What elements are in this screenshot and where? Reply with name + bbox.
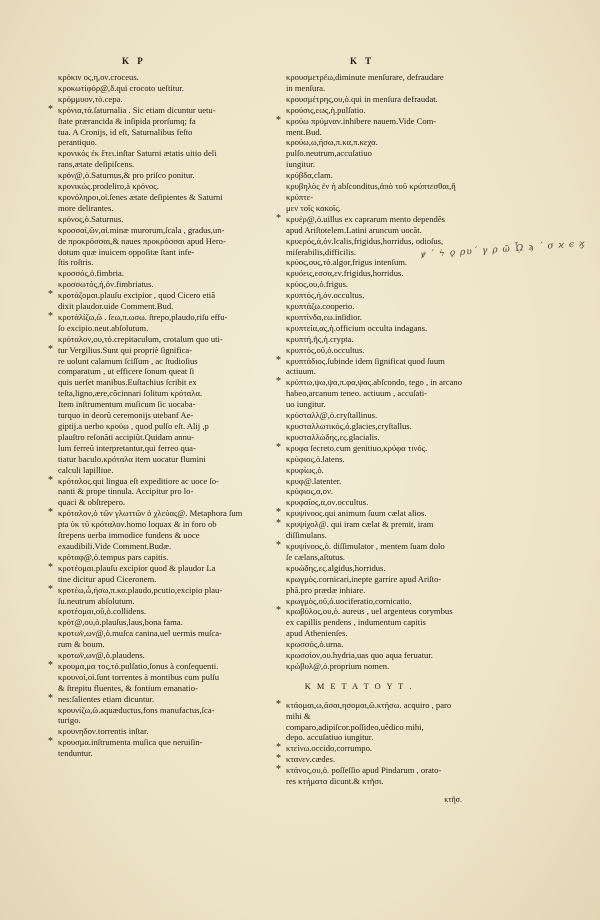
dictionary-entry: κρυφαῖος,α,ον.occultus. (286, 497, 369, 508)
dictionary-entry: κρονικός ἐκ ἔτει.inſtar Saturni ætatis uitio deli rans,ætate deſipiſcens. (58, 148, 217, 170)
dictionary-entry: * κροτάζομαι.plauſu excipior , quod Cicero etiã dixit plaudor.uide Comment.Bud. (28, 290, 246, 312)
dictionary-entry: κρυφίως,ὁ. (286, 464, 324, 475)
dictionary-entry: κρόκιν ος,η,ον.croceus. (58, 72, 139, 82)
dictionary-entry: * κρωβύλος,ου,ὁ. aureus , uel argenteus corymbus ex capillis pendens , indumentum capitis apud Athenienſes. (256, 606, 462, 639)
right-column (256, 72, 462, 806)
dictionary-entry: κρόμμυον,τὸ.cepa. (58, 93, 123, 104)
dictionary-entry: * κρυψίχολ@. qui iram cælat & premit, iram diſſimulans. (256, 519, 462, 541)
dictionary-entry: * κτανεν.cædes. (256, 754, 462, 765)
dictionary-entry: κρύφιος,α,ον. (286, 486, 333, 497)
dictionary-entry: * κρυφα ſecreto.cum genitiuo,κρύφα τινός. (256, 443, 462, 454)
dictionary-entry: κρύβδα,clam. (286, 170, 333, 181)
dictionary-entry: κρονικώς.prodeliro,à κρόνος. (58, 181, 159, 192)
dictionary-entry: * κρόταλος.qui lingua eſt expeditiore ac uoce ſo- nanti & prope tinnula. Accipitur pro lo- quaci & obſtrepero. (28, 476, 246, 509)
dictionary-entry: κρύος,ους,τό.algor,frigus intenſum. (286, 257, 408, 268)
dictionary-entry: κρύφιος,ὁ.latens. (286, 453, 345, 464)
dictionary-entry: κρυπτός,οῦ,ὁ.occultus. (286, 344, 365, 355)
dictionary-entry: κρυσταλλωτικός,ὁ.glacies,cryſtallus. (286, 421, 412, 431)
dictionary-entry: * κρούω πρύμναν.inhibere nauem.Vide Com- ment.Bud. (256, 116, 462, 138)
handwritten-marginal-note: ꝟ ΄ ϟ ϙ ρυ΄ γ ρ ῶ ᾯ ϡ ΄ σ ϰ ͼ ϗ (419, 239, 586, 261)
dictionary-entry: κρυπτίνδα,εω.inſidior. (286, 311, 362, 322)
dictionary-entry: κρόνος,ὁ.Saturnus. (58, 213, 124, 224)
dictionary-entry: κρουνηδον.torrentis inſtar. (58, 726, 149, 737)
dictionary-entry: * κρυπτάδιος.ſubinde idem ſignificat quod ſuum actiuum. (256, 356, 462, 378)
dictionary-entry: * κρυψίνοος,ὁ. diſſimulator , mentem ſuam dolo ſe cælans,aſtutus. (256, 541, 462, 563)
dictionary-entry: κρότ@,ου,ὁ.plauſus,laus,bona fama. (58, 617, 183, 628)
dictionary-entry: κροτω̃ν,ων@,ὁ.muſca canina,uel uermis muſca- rum & boum. (58, 628, 222, 650)
dictionary-entry: * κρουσμα.inſtrumenta muſica que neruiſin- tenduntur. (28, 737, 246, 759)
dictionary-entry: * κτάνος,ου,ὁ. poſſeſſio apud Pindarum , orato- res κτήματα dicunt.& κτῆσι. (256, 765, 462, 787)
right-running-header: K T (350, 56, 375, 66)
dictionary-entry: κρούω,ω,ήσω,π.κα,π.κεχα. pulſo.neutrum,accuſatiuo iungitur. (286, 137, 378, 170)
dictionary-entry: * κροτέω,ὦ,ήσω,π.κα.plaudo,pcutio,excipio plau- ſu.neutrum abſolutum. (28, 585, 246, 607)
dictionary-entry: * κρυψίνοος.qui animum ſuum cælat alios. (256, 508, 462, 519)
dictionary-entry: * κτείνω.occido,corrumpo. (256, 743, 462, 754)
dictionary-entry: κρυσταλλώδης,ες.glacialis. (286, 431, 380, 442)
dictionary-entry: κρυώδης,ες.algidus,horridus. (286, 562, 386, 573)
dictionary-entry: κρωσσός,ὁ.urna. (286, 639, 344, 650)
dictionary-entry: κροσσωτός,ή,όν.fimbriatus. (58, 279, 154, 290)
dictionary-entry: κρωσσίον,ου.hydria,uas quo aqua feruatur. (286, 650, 433, 661)
dictionary-entry: * κρυέρ@,ὁ.uillus ex caprarum mento dependẽs apud Ariſtotelem.Latini aruncum uocãt. (256, 214, 462, 236)
catchword: κτῆσ. (444, 795, 462, 804)
dictionary-entry: * κρόταλον,ὁ τῶν γλωττῶν ὁ χλεύας@. Metaphora ſum pta ὑκ τῦ κρόταλον.homo loquax & in foro ob ſtrepens uerba immodice fundens & uoce exaudibili.Vide Comment.Budæ. (28, 508, 246, 552)
left-running-header: K P (122, 56, 146, 66)
left-column (28, 72, 246, 759)
dictionary-entry: κρουσμέτρης,ου,ὁ.qui in menſura defraudat. (286, 93, 438, 104)
dictionary-entry: κροσσός,ὁ.fimbria. (58, 268, 124, 279)
dictionary-entry: κρώβυλ@,ὁ.proprium nomen. (286, 660, 390, 671)
dictionary-entry: κροτω̃ν,ων@,ὁ.plaudens. (58, 650, 145, 661)
dictionary-entry: κρονόληροι,οἱ.ſenes ætate deſipientes & Saturni more delirantes. (58, 191, 223, 213)
dictionary-entry: κρωγμὸς,οῦ,ὁ.uociferatio,cornicatio. (286, 595, 412, 606)
dictionary-entry: κροτέομαι,οῦ,ὁ.collidens. (58, 606, 147, 617)
dictionary-entry: κρουνίζω,ῶ.aquæductus,fons manufactus,ſca- turigo. (58, 704, 215, 726)
dictionary-entry: κρυπτάζω.cooperio. (286, 301, 355, 312)
section-entries (256, 700, 462, 787)
dictionary-entry: κρυόεις,εσσα,εν.frigidus,horridus. (286, 268, 404, 279)
dictionary-entry: * κρουμα,μα τος,τό.pulſatio,ſonus à conſequenti. (28, 661, 246, 672)
dictionary-entry: κρόταλον,ου,τό.crepitaculum, crotalum quo uti- (58, 333, 223, 344)
dictionary-entry: κρυπτός,ή,όν.occultus. (286, 290, 365, 301)
dictionary-entry: κρουνοί,οἱ.ſunt torrentes à montibus cum pulſu & ſtrepitu fluentes, & fontium emanatio- (58, 671, 220, 693)
dictionary-entry: * κροτάλίζω,ῶ . ſεω,π.ωσω. ſtrepo,plaudo,riſu effu- ſo excipio.neut.abſolutum. (28, 312, 246, 334)
dictionary-entry: κρυβηλὸς ἐν ἡ abſconditus,ἀπὸ τοῦ κρύπτεσθαι,ἢ κρύπτε- μεν τοῖς κακοῖς. (286, 181, 456, 213)
dictionary-entry: κρουσμετρέω,diminute menſurare, defraudare in menſura. (286, 72, 444, 93)
dictionary-entry: * tur Vergilius.Sunt qui propriè ſignifica- re uolunt calamum ſciſſum , ac ſtudioſius comparatum , ut efficere ſonum queat ſi quis uerſet manibus.Euſtachius ſcribit ex teſta,ligno,ære,cõcinnari ſolitum κρόταλα. Item inſtrumentum muſicum ſic uocaba- turquo in deorũ ceremonijs utebanf Ae- giptij.a uerbo κρούω , quod pulſo eſt. Alij ,p plauſtro reſonãti accipiũt.Quidam annu- lum ferreũ interpretantur,qui ferreo qua- tiatur baculo.κρόταλα item uocatur flumini calculi lapilliue. (28, 345, 246, 476)
section-title: K M E T A T O Y T . (304, 681, 414, 691)
dictionary-entry: κρύος,ου,ὁ.frigus. (286, 279, 349, 290)
right-column-entries (256, 72, 462, 672)
dictionary-entry: κρόταφ@,ὁ.tempus pars capitis. (58, 551, 169, 562)
dictionary-entry: κροσσαί,ῶν,αἱ.minæ murorum,ſcala , gradus,un- de προκρόσσαι,& naues προκρόσσαι apud Hero- dotum quæ inuicem oppoſitæ ſtant infe- ſtis roſtris. (58, 224, 226, 268)
dictionary-entry: κρυπτή,ῆς,ἡ.crypta. (286, 333, 354, 344)
dictionary-entry: * κροτέομαι.plauſu excipior quod & plaudor La tine dicitur apud Ciceronem. (28, 563, 246, 585)
dictionary-entry: * κρύπτω,ψω,ψα,π.φα,ψας.abſcondo, tego , in arcano habeo,arcanum teneo. actiuum , accuſati- uo iungitur. (256, 377, 462, 410)
dictionary-entry: * nes:ſalientes etiam dicuntur. (28, 694, 246, 705)
dictionary-entry: κρωγμὸς.cornicari,inepte garrire apud Ariſto- phã.pro prædæ inhiare. (286, 573, 442, 595)
dictionary-entry: κροκωτίφόρ@,δ.qui crocoto ueſtitur. (58, 82, 184, 93)
dictionary-entry: κρυερός,ά,όν.lcalis,frigidus,horridus, odioſus, miſerabilis,difficilis. (286, 235, 444, 257)
dictionary-entry: κρυφ@.latenter. (286, 475, 342, 486)
dictionary-entry: κρούσις,εως,ἡ.pulſatio. (286, 104, 366, 115)
dictionary-entry: κρόν@,ὁ.Saturnus,& pro priſco ponitur. (58, 170, 195, 181)
dictionary-entry: κρυπτεία,ας,ἡ.officium occulta indagans. (286, 322, 428, 333)
dictionary-entry: * κτάομαι,ω,ᾶσαι,ησομαι,ῶ.κτήσω. acquiro , paro mihi & comparo,adipiſcor.poſſideo,uẽdico mihi, depo. accuſatiuo iungitur. (256, 700, 462, 744)
dictionary-entry: * κρόνια,τά.ſaturnalia . Sic etiam dicuntur uetu- ſtate prærancida & inſipida prorſumq; fa tua. A Cronijs, id eſt, Saturnalibus feſto perantiquo. (28, 105, 246, 149)
dictionary-entry: κρύσταλλ@,ὁ.cryſtallinus. (286, 410, 378, 421)
